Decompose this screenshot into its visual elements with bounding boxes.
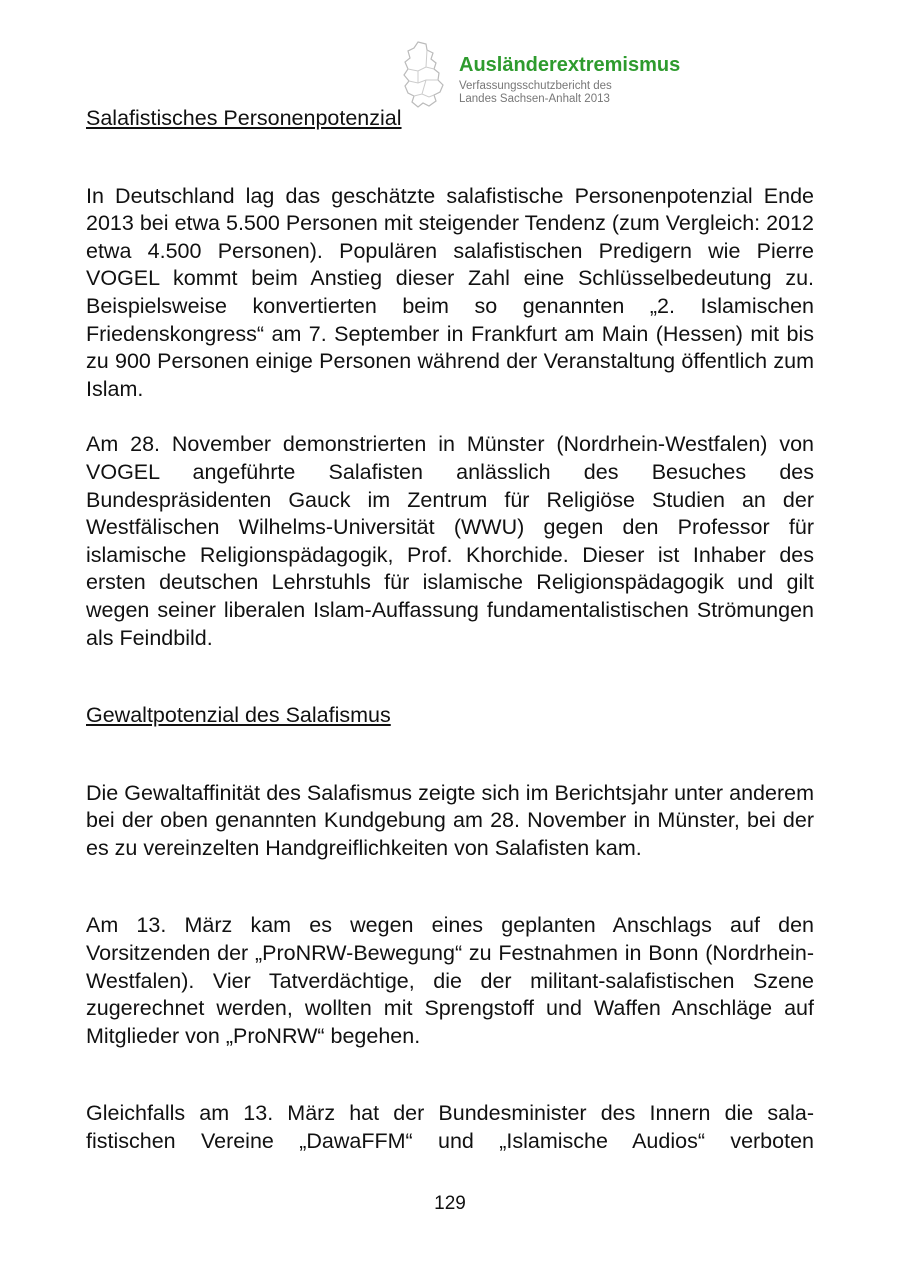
spacer <box>86 403 814 431</box>
spacer <box>86 133 814 183</box>
header-subtitle-line1: Verfassungsschutzbericht des <box>459 80 612 92</box>
paragraph-personenpotenzial: In Deutschland lag das geschätzte salafistische Personenpotenzial Ende 2013 bei etwa 5.500 Personen mit steigender Tendenz (zum Vergleich: 2012 etwa 4.500 Personen). Populären salafistischen Predigern wie Pierre VOGEL kommt beim Anstieg dieser Zahl eine Schlüsselbedeutung zu. Beispielsweise konvertierten beim so genannten „2. Islamischen Friedenskongress“ am 7. September in Frankfurt am Main (Hessen) mit bis zu 900 Personen einige Personen während der Veranstaltung öffentlich zum Islam. <box>86 183 814 401</box>
spacer <box>86 730 814 780</box>
page-number: 129 <box>434 1193 466 1214</box>
document-body <box>86 105 814 1156</box>
saxony-anhalt-map-icon <box>396 40 456 110</box>
paragraph-pronrw-anschlag: Am 13. März kam es wegen eines geplanten Anschlags auf den Vorsitzenden der „ProNRW-Bewegung“ zu Festnahmen in Bonn (Nordrhein-Westfalen). Vier Tatverdächtige, die der militant-salafistischen Szene zugerechnet werden, wollten mit Sprengstoff und Waffen Anschläge auf Mitglieder von „ProNRW“ begehen. <box>86 913 814 1048</box>
header-subtitle <box>459 80 612 106</box>
spacer <box>86 862 814 912</box>
header-title: Ausländerextremismus <box>459 54 681 76</box>
paragraph-muenster-demonstration: Am 28. November demonstrierten in Münster (Nordrhein-Westfalen) von VOGEL angeführte Salafisten anlässlich des Besuches des Bundespräsidenten Gauck im Zentrum für Religiöse Studien an der Westfälischen Wilhelms-Universität (WWU) gegen den Professor für islamische Religionspädagogik, Prof. Khorchide. Dieser ist Inhaber des ersten deutschen Lehrstuhls für islamische Religionspädagogik und gilt wegen seiner liberalen Islam-Auffassung fundamentalistischen Strömungen als Feindbild. <box>86 432 814 650</box>
paragraph-vereinsverbot: Gleichfalls am 13. März hat der Bundesminister des Innern die salafistischen Vereine „DawaFFM“ und „Islamische Audios“ verboten <box>86 1101 814 1154</box>
spacer <box>86 652 814 702</box>
paragraph-gewaltaffinitaet: Die Gewaltaffinität des Salafismus zeigte sich im Berichtsjahr unter anderem bei der oben genannten Kundgebung am 28. November in Münster, bei der es zu vereinzelten Handgreiflichkeiten von Salafisten kam. <box>86 780 814 860</box>
section-heading-gewaltpotenzial: Gewaltpotenzial des Salafismus <box>86 703 391 728</box>
header-subtitle-line2: Landes Sachsen-Anhalt 2013 <box>459 93 610 105</box>
spacer <box>86 1050 814 1100</box>
section-heading-personenpotenzial: Salafistisches Personenpotenzial <box>86 106 402 130</box>
page-header <box>396 40 716 110</box>
